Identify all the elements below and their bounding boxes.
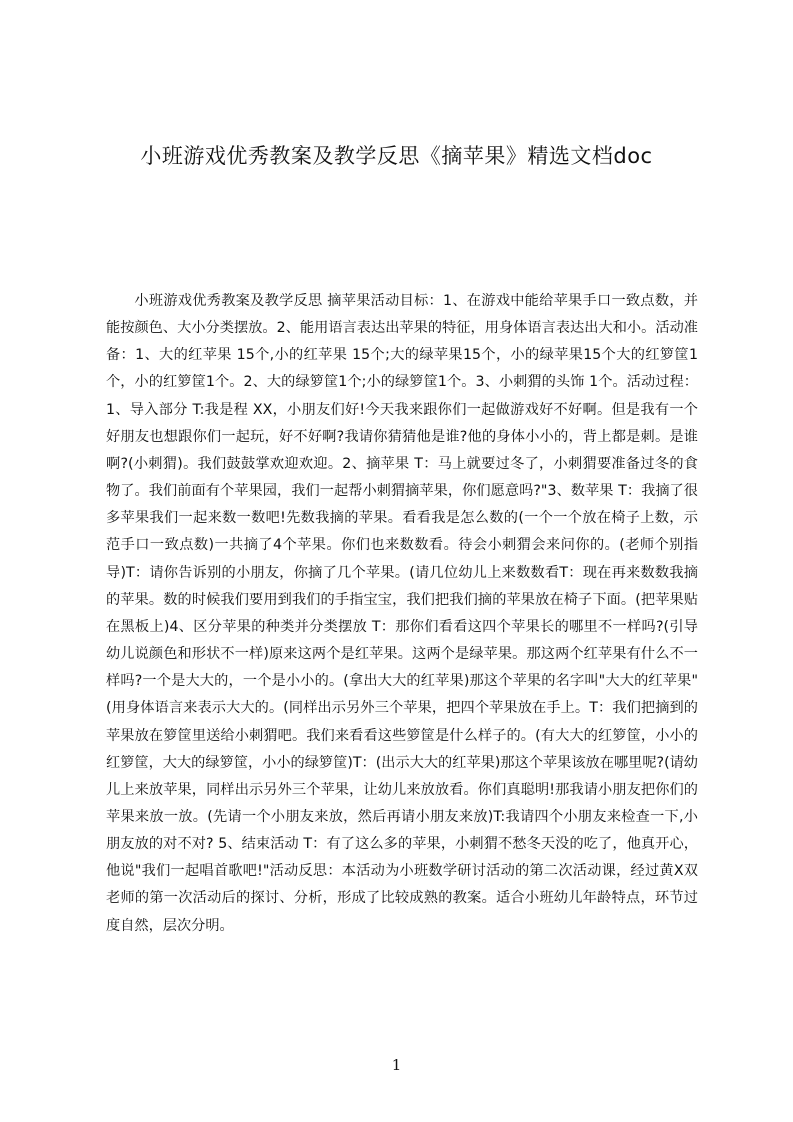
document-title: 小班游戏优秀教案及教学反思《摘苹果》精选文档doc bbox=[140, 144, 653, 168]
document-body-text: 小班游戏优秀教案及教学反思 摘苹果活动目标：1、在游戏中能给苹果手口一致点数，并能按颜色、大小分类摆放。2、能用语言表达出苹果的特征，用身体语言表达出大和小。活动准备：1、大的红苹果 15个,小的红苹果 15个;大的绿苹果15个，小的绿苹果15个大的红箩筐1个，小的红箩筐1个。2、大的绿箩筐1个;小的绿箩筐1个。3、小刺猬的头饰 1个。活动过程：1、导入部分 T:我是程 XX，小朋友们好!今天我来跟你们一起做游戏好不好啊。但是我有一个好朋友也想跟你们一起玩，好不好啊?我请你猜猜他是谁?他的身体小小的，背上都是刺。是谁啊?(小刺猬)。我们鼓鼓掌欢迎欢迎。2、摘苹果 T：马上就要过冬了，小刺猬要准备过冬的食物了。我们前面有个苹果园，我们一起帮小刺猬摘苹果，你们愿意吗?"3、数苹果 T：我摘了很多苹果我们一起来数一数吧!先数我摘的苹果。看看我是怎么数的(一个一个放在椅子上数，示范手口一致点数)一共摘了4个苹果。你们也来数数看。待会小刺猬会来问你的。(老师个别指导)T：请你告诉别的小朋友，你摘了几个苹果。(请几位幼儿上来数数看T：现在再来数数我摘的苹果。数的时候我们要用到我们的手指宝宝，我们把我们摘的苹果放在椅子下面。(把苹果贴在黑板上)4、区分苹果的种类并分类摆放 T：那你们看看这四个苹果长的哪里不一样吗?(引导幼儿说颜色和形状不一样)原来这两个是红苹果。这两个是绿苹果。那这两个红苹果有什么不一样吗?一个是大大的，一个是小小的。(拿出大大的红苹果)那这个苹果的名字叫"大大的红苹果"(用身体语言来表示大大的。(同样出示另外三个苹果，把四个苹果放在手上。T：我们把摘到的苹果放在箩筐里送给小刺猬吧。我们来看看这些箩筐是什么样子的。(有大大的红箩筐，小小的红箩筐，大大的绿箩筐，小小的绿箩筐)T：(出示大大的红苹果)那这个苹果该放在哪里呢?(请幼儿上来放苹果，同样出示另外三个苹果，让幼儿来放放看。你们真聪明!那我请小朋友把你们的苹果来放一放。(先请一个小朋友来放，然后再请小朋友来放)T:我请四个小朋友来检查一下,小朋友放的对不对? 5、结束活动 T：有了这么多的苹果，小刺猬不愁冬天没的吃了，他真开心，他说"我们一起唱首歌吧!"活动反思：本活动为小班数学研讨活动的第二次活动课，经过黄X双老师的第一次活动后的探讨、分析，形成了比较成熟的教案。适合小班幼儿年龄特点，环节过度自然，层次分明。 bbox=[106, 293, 698, 934]
page-number: 1 bbox=[391, 1056, 402, 1074]
